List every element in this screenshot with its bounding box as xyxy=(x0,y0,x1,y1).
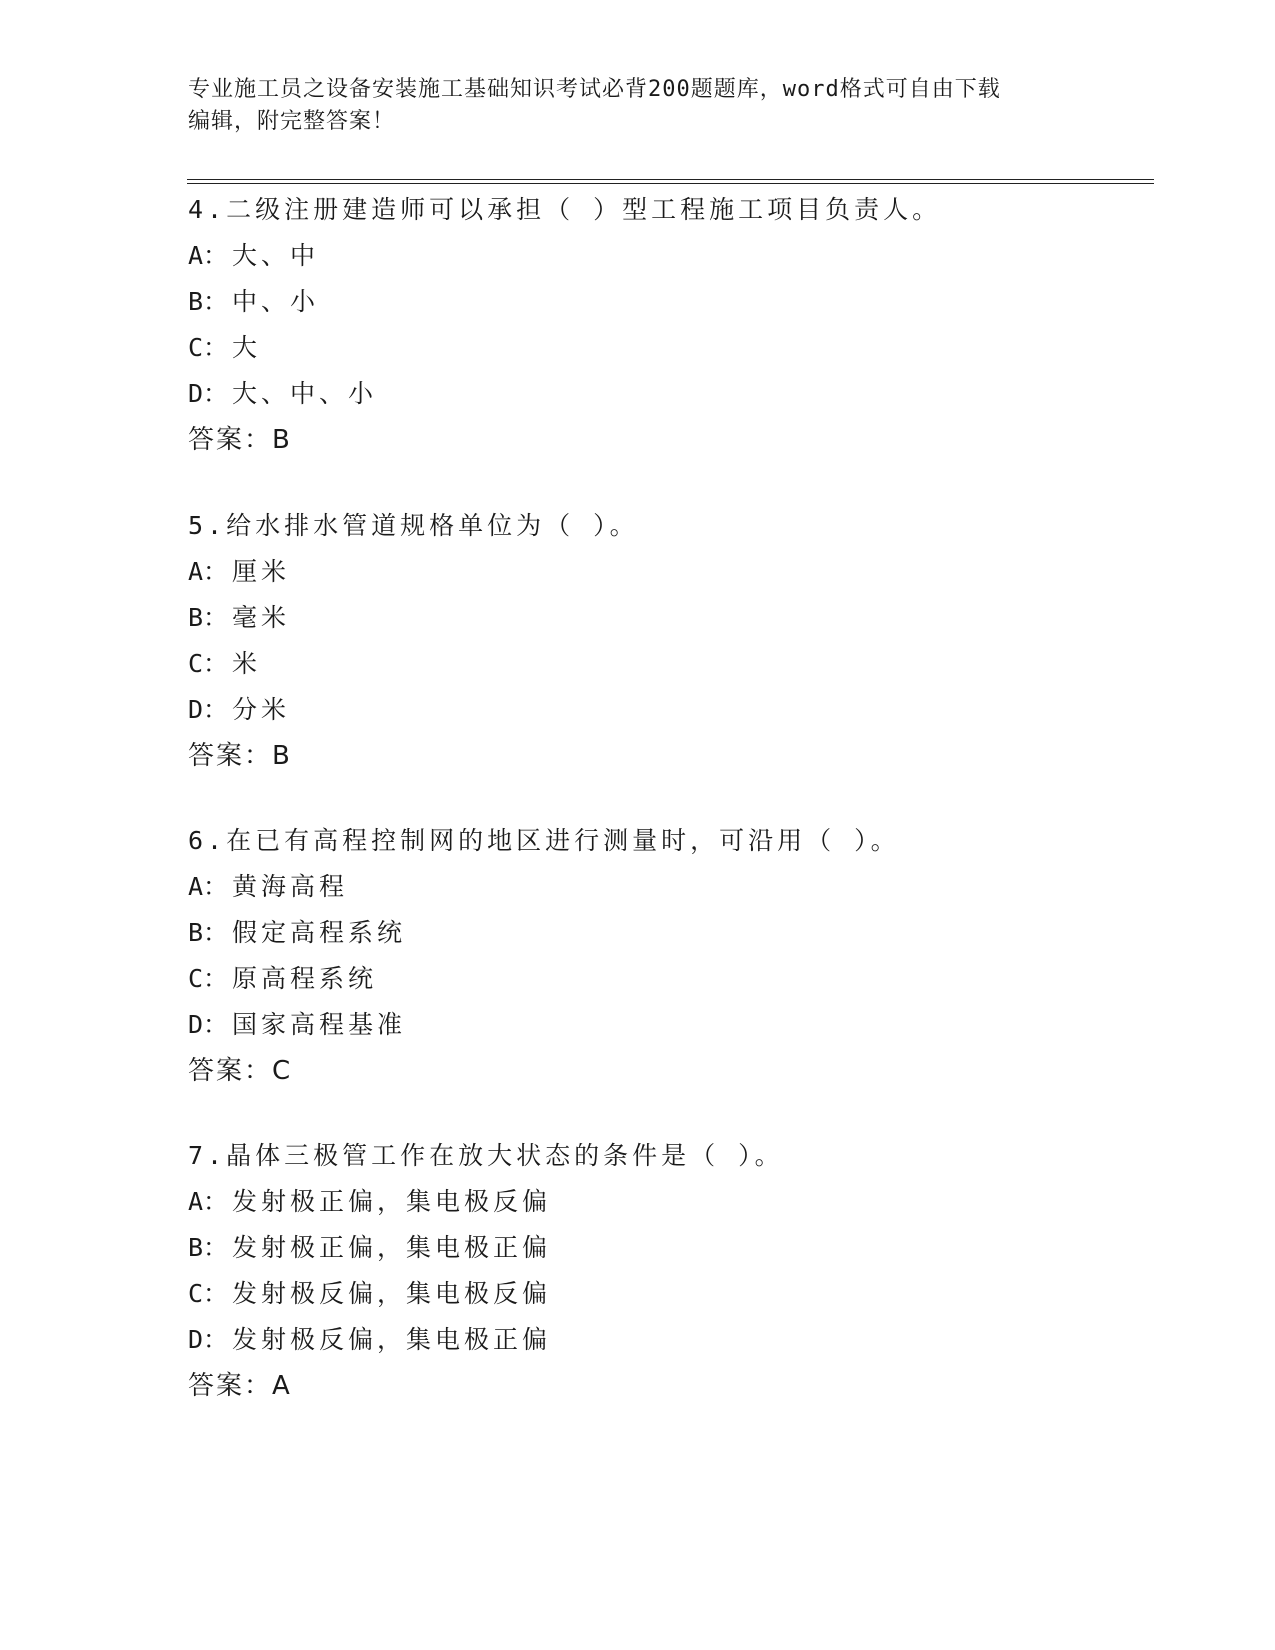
option-letter: D： xyxy=(188,695,229,724)
option-b xyxy=(188,279,1148,325)
answer-line: 答案：B xyxy=(188,741,292,771)
question-text: 4.二级注册建造师可以承担（ ）型工程施工项目负责人。 xyxy=(188,195,942,224)
option-letter: C： xyxy=(188,649,229,678)
option-text: 中、小 xyxy=(232,287,320,316)
option-a xyxy=(188,1179,1148,1225)
option-a xyxy=(188,864,1148,910)
option-text: 分米 xyxy=(232,695,291,724)
option-letter: A： xyxy=(188,557,229,586)
option-text: 原高程系统 xyxy=(232,964,378,993)
option-text: 厘米 xyxy=(232,557,291,586)
option-text: 发射极正偏，集电极反偏 xyxy=(232,1187,552,1216)
question-text: 5.给水排水管道规格单位为（ ）。 xyxy=(188,511,639,540)
option-letter: B： xyxy=(188,287,229,316)
option-d xyxy=(188,687,1148,733)
option-c xyxy=(188,1271,1148,1317)
option-text: 国家高程基准 xyxy=(232,1010,407,1039)
answer-line: 答案：C xyxy=(188,1056,293,1086)
document-header xyxy=(188,74,1088,138)
option-letter: D： xyxy=(188,1010,229,1039)
option-d xyxy=(188,1002,1148,1048)
answer-line: 答案：A xyxy=(188,1371,292,1401)
option-letter: B： xyxy=(188,918,229,947)
question-text: 6.在已有高程控制网的地区进行测量时，可沿用（ ）。 xyxy=(188,826,900,855)
option-text: 毫米 xyxy=(232,603,291,632)
option-text: 大、中、小 xyxy=(232,379,378,408)
option-d xyxy=(188,1317,1148,1363)
option-letter: A： xyxy=(188,1187,229,1216)
option-text: 假定高程系统 xyxy=(232,918,407,947)
header-rule-top xyxy=(187,179,1154,180)
question-block xyxy=(188,818,1148,1094)
option-c xyxy=(188,325,1148,371)
option-letter: A： xyxy=(188,872,229,901)
question-block xyxy=(188,187,1148,463)
option-letter: D： xyxy=(188,1325,229,1354)
option-text: 黄海高程 xyxy=(232,872,349,901)
option-b xyxy=(188,1225,1148,1271)
option-b xyxy=(188,595,1148,641)
question-block xyxy=(188,503,1148,779)
option-letter: C： xyxy=(188,333,229,362)
header-line-1: 专业施工员之设备安装施工基础知识考试必背200题题库，word格式可自由下载 xyxy=(188,77,1001,102)
option-text: 大、中 xyxy=(232,241,320,270)
option-c xyxy=(188,956,1148,1002)
header-rule-bottom xyxy=(187,183,1154,184)
option-letter: D： xyxy=(188,379,229,408)
option-b xyxy=(188,910,1148,956)
option-letter: B： xyxy=(188,1233,229,1262)
option-letter: B： xyxy=(188,603,229,632)
question-text: 7.晶体三极管工作在放大状态的条件是（ ）。 xyxy=(188,1141,784,1170)
option-a xyxy=(188,233,1148,279)
option-text: 大 xyxy=(232,333,262,362)
answer-line: 答案：B xyxy=(188,425,292,455)
option-text: 发射极反偏，集电极正偏 xyxy=(232,1325,552,1354)
option-text: 发射极正偏，集电极正偏 xyxy=(232,1233,552,1262)
option-letter: C： xyxy=(188,964,229,993)
option-text: 米 xyxy=(232,649,262,678)
option-letter: C： xyxy=(188,1279,229,1308)
option-d xyxy=(188,371,1148,417)
question-block xyxy=(188,1133,1148,1409)
option-a xyxy=(188,549,1148,595)
option-letter: A： xyxy=(188,241,229,270)
option-c xyxy=(188,641,1148,687)
header-line-2: 编辑，附完整答案！ xyxy=(188,109,396,134)
option-text: 发射极反偏，集电极反偏 xyxy=(232,1279,552,1308)
